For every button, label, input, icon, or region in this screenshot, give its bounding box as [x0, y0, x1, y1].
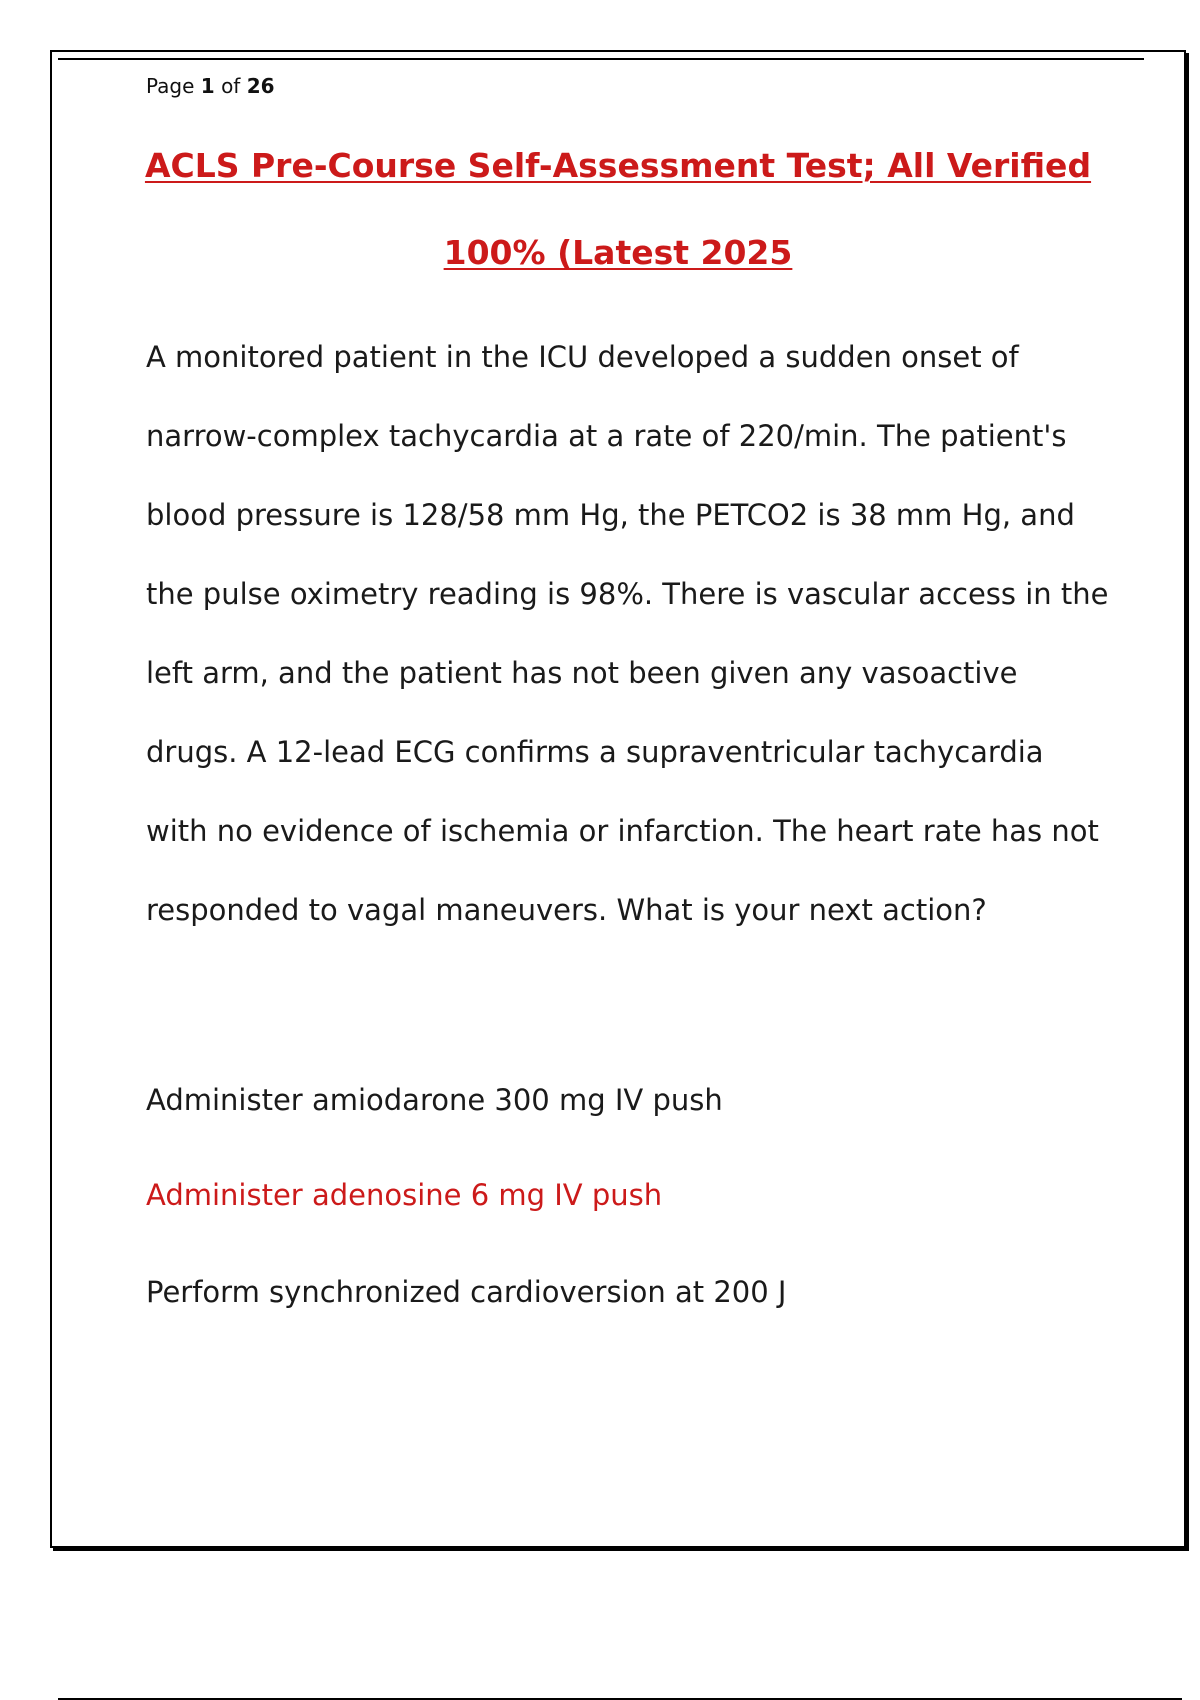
question-line: narrow-complex tachycardia at a rate of 220/min. The patient's	[146, 419, 1067, 453]
page-of: of	[221, 74, 241, 98]
page-number	[146, 74, 275, 98]
page-current: 1	[200, 74, 215, 98]
question-line: with no evidence of ischemia or infarction. The heart rate has not	[146, 814, 1099, 848]
answer-option-3: Perform synchronized cardioversion at 200 J	[146, 1275, 787, 1309]
top-rule	[58, 58, 1144, 60]
answer-option-1: Administer amiodarone 300 mg IV push	[146, 1083, 723, 1117]
page-total: 26	[246, 74, 275, 98]
question-line: left arm, and the patient has not been given any vasoactive	[146, 656, 1018, 690]
document-title-line-1: ACLS Pre-Course Self-Assessment Test; All Verified	[144, 146, 1092, 185]
document-title-line-2: 100% (Latest 2025	[443, 233, 793, 272]
question-line: blood pressure is 128/58 mm Hg, the PETCO2 is 38 mm Hg, and	[146, 498, 1075, 532]
page-label: Page	[146, 74, 195, 98]
question-line: responded to vagal maneuvers. What is your next action?	[146, 893, 987, 927]
question-line: A monitored patient in the ICU developed a sudden onset of	[146, 340, 1019, 374]
question-line: the pulse oximetry reading is 98%. There is vascular access in the	[146, 577, 1109, 611]
question-text	[146, 337, 1109, 969]
question-line: drugs. A 12-lead ECG confirms a supraventricular tachycardia	[146, 735, 1044, 769]
answer-option-2-correct: Administer adenosine 6 mg IV push	[146, 1178, 663, 1212]
